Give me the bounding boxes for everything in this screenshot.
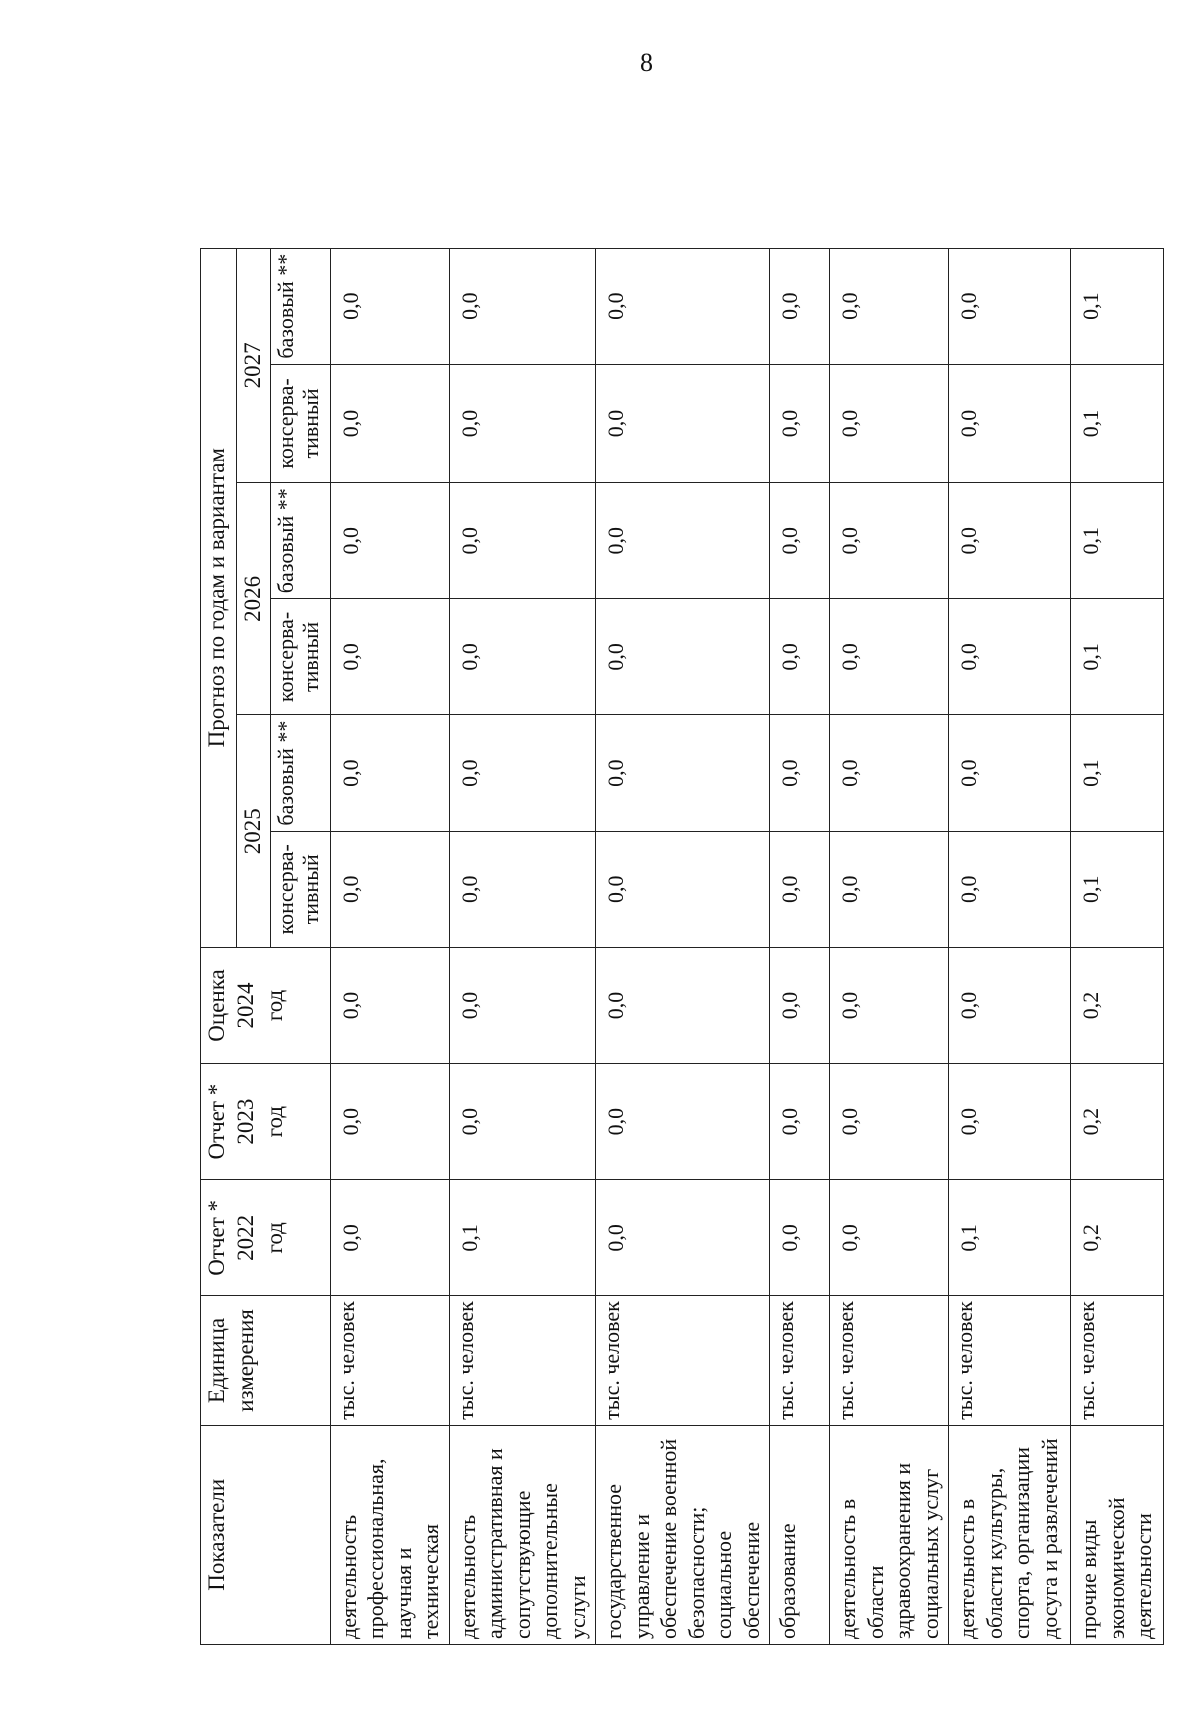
value-cell: 0,0	[596, 364, 770, 482]
value-cell: 0,0	[949, 947, 1071, 1063]
value-cell: 0,0	[330, 1180, 449, 1296]
table-row	[330, 114, 449, 1645]
value-cell: 0,0	[830, 715, 949, 831]
value-cell: 0,0	[449, 483, 596, 599]
header-unit-line2: измерения	[232, 1309, 258, 1412]
value-cell: 0,0	[596, 715, 770, 831]
value-cell: 0,1	[949, 1180, 1071, 1296]
value-cell: 0,0	[770, 947, 830, 1063]
unit-cell: тыс. человек	[330, 1296, 449, 1425]
header-unit	[201, 1296, 331, 1425]
header-indicators: Показатели	[201, 1425, 331, 1644]
header-report-2023-year: 2023	[232, 1098, 258, 1145]
header-estimate-2024	[201, 947, 331, 1063]
value-cell: 0,0	[830, 599, 949, 715]
header-report-2023	[201, 1064, 331, 1180]
value-cell: 0,0	[949, 599, 1071, 715]
value-cell: 0,0	[330, 599, 449, 715]
value-cell: 0,0	[770, 248, 830, 364]
value-cell: 0,0	[596, 599, 770, 715]
value-cell: 0,1	[1071, 364, 1164, 482]
value-cell: 0,0	[770, 831, 830, 947]
value-cell: 0,0	[596, 947, 770, 1063]
indicator-cell: деятельность административная и сопутствующие дополнительные услуги	[449, 1425, 596, 1644]
header-report-2023-label: Отчет *	[204, 1083, 229, 1160]
header-unit-line1: Единица	[204, 1317, 229, 1404]
header-report-2023-suffix: год	[261, 1105, 287, 1138]
value-cell: 0,0	[449, 364, 596, 482]
value-cell: 0,0	[770, 1064, 830, 1180]
indicator-cell: деятельность в области культуры, спорта, организации досуга и развлечений	[949, 1425, 1071, 1644]
value-cell: 0,0	[449, 715, 596, 831]
table-row	[449, 114, 596, 1645]
table-row	[1071, 114, 1164, 1645]
header-report-2022	[201, 1180, 331, 1296]
table-row	[949, 114, 1071, 1645]
value-cell: 0,0	[770, 715, 830, 831]
value-cell: 0,0	[770, 1180, 830, 1296]
value-cell: 0,1	[1071, 715, 1164, 831]
value-cell: 0,2	[1071, 1180, 1164, 1296]
value-cell: 0,0	[596, 831, 770, 947]
indicator-cell: прочие виды экономической деятельности	[1071, 1425, 1164, 1644]
value-cell: 0,1	[1071, 248, 1164, 364]
unit-cell: тыс. человек	[449, 1296, 596, 1425]
indicator-cell: деятельность профессиональная, научная и техническая	[330, 1425, 449, 1644]
value-cell: 0,0	[949, 364, 1071, 482]
value-cell: 0,0	[770, 483, 830, 599]
value-cell: 0,0	[596, 483, 770, 599]
header-2025-base: базовый **	[270, 715, 330, 831]
value-cell: 0,2	[1071, 1064, 1164, 1180]
unit-cell: тыс. человек	[1071, 1296, 1164, 1425]
value-cell: 0,0	[830, 248, 949, 364]
value-cell: 0,2	[1071, 947, 1164, 1063]
rotated-table-container	[200, 113, 1157, 1645]
value-cell: 0,0	[330, 715, 449, 831]
value-cell: 0,0	[596, 1064, 770, 1180]
value-cell: 0,0	[449, 1064, 596, 1180]
value-cell: 0,0	[830, 1064, 949, 1180]
value-cell: 0,1	[1071, 599, 1164, 715]
value-cell: 0,0	[949, 831, 1071, 947]
table-row	[830, 114, 949, 1645]
value-cell: 0,0	[949, 248, 1071, 364]
value-cell: 0,0	[949, 483, 1071, 599]
value-cell: 0,1	[1071, 831, 1164, 947]
value-cell: 0,1	[449, 1180, 596, 1296]
indicator-cell: государственное управление и обеспечение военной безопасности; социальное обеспечение	[596, 1425, 770, 1644]
value-cell: 0,0	[330, 248, 449, 364]
header-estimate-suffix: год	[261, 989, 287, 1022]
value-cell: 0,1	[1071, 483, 1164, 599]
header-row-1	[201, 114, 237, 1645]
indicator-cell: образование	[770, 1425, 830, 1644]
header-estimate-year: 2024	[232, 982, 258, 1029]
header-2026-conservative: консерва-тивный	[270, 599, 330, 715]
header-2025-conservative: консерва-тивный	[270, 831, 330, 947]
value-cell: 0,0	[330, 1064, 449, 1180]
value-cell: 0,0	[596, 248, 770, 364]
value-cell: 0,0	[330, 364, 449, 482]
header-report-2022-suffix: год	[261, 1222, 287, 1254]
value-cell: 0,0	[449, 831, 596, 947]
header-year-2026: 2026	[237, 483, 271, 715]
value-cell: 0,0	[830, 1180, 949, 1296]
value-cell: 0,0	[596, 1180, 770, 1296]
value-cell: 0,0	[830, 831, 949, 947]
unit-cell: тыс. человек	[949, 1296, 1071, 1425]
value-cell: 0,0	[449, 599, 596, 715]
header-year-2025: 2025	[237, 715, 271, 947]
value-cell: 0,0	[949, 715, 1071, 831]
header-2027-base: базовый **	[270, 248, 330, 364]
value-cell: 0,0	[330, 947, 449, 1063]
table-row	[770, 114, 830, 1645]
forecast-table	[200, 113, 1164, 1645]
value-cell: 0,0	[830, 947, 949, 1063]
value-cell: 0,0	[449, 947, 596, 1063]
unit-cell: тыс. человек	[770, 1296, 830, 1425]
page-number: 8	[640, 48, 653, 77]
header-report-2022-label: Отчет *	[204, 1199, 229, 1276]
value-cell: 0,0	[830, 483, 949, 599]
table-body	[330, 114, 1164, 1645]
header-2027-conservative: консерва-тивный	[270, 364, 330, 482]
table-row	[596, 114, 770, 1645]
value-cell: 0,0	[770, 599, 830, 715]
value-cell: 0,0	[330, 831, 449, 947]
value-cell: 0,0	[449, 248, 596, 364]
unit-cell: тыс. человек	[830, 1296, 949, 1425]
header-report-2022-year: 2022	[232, 1214, 258, 1261]
indicator-cell: деятельность в области здравоохранения и социальных услуг	[830, 1425, 949, 1644]
unit-cell: тыс. человек	[596, 1296, 770, 1425]
value-cell: 0,0	[330, 483, 449, 599]
value-cell: 0,0	[770, 364, 830, 482]
header-year-2027: 2027	[237, 248, 271, 483]
header-forecast: Прогноз по годам и вариантам	[201, 248, 237, 947]
value-cell: 0,0	[830, 364, 949, 482]
value-cell: 0,0	[949, 1064, 1071, 1180]
header-2026-base: базовый **	[270, 483, 330, 599]
header-estimate-label: Оценка	[204, 969, 229, 1042]
